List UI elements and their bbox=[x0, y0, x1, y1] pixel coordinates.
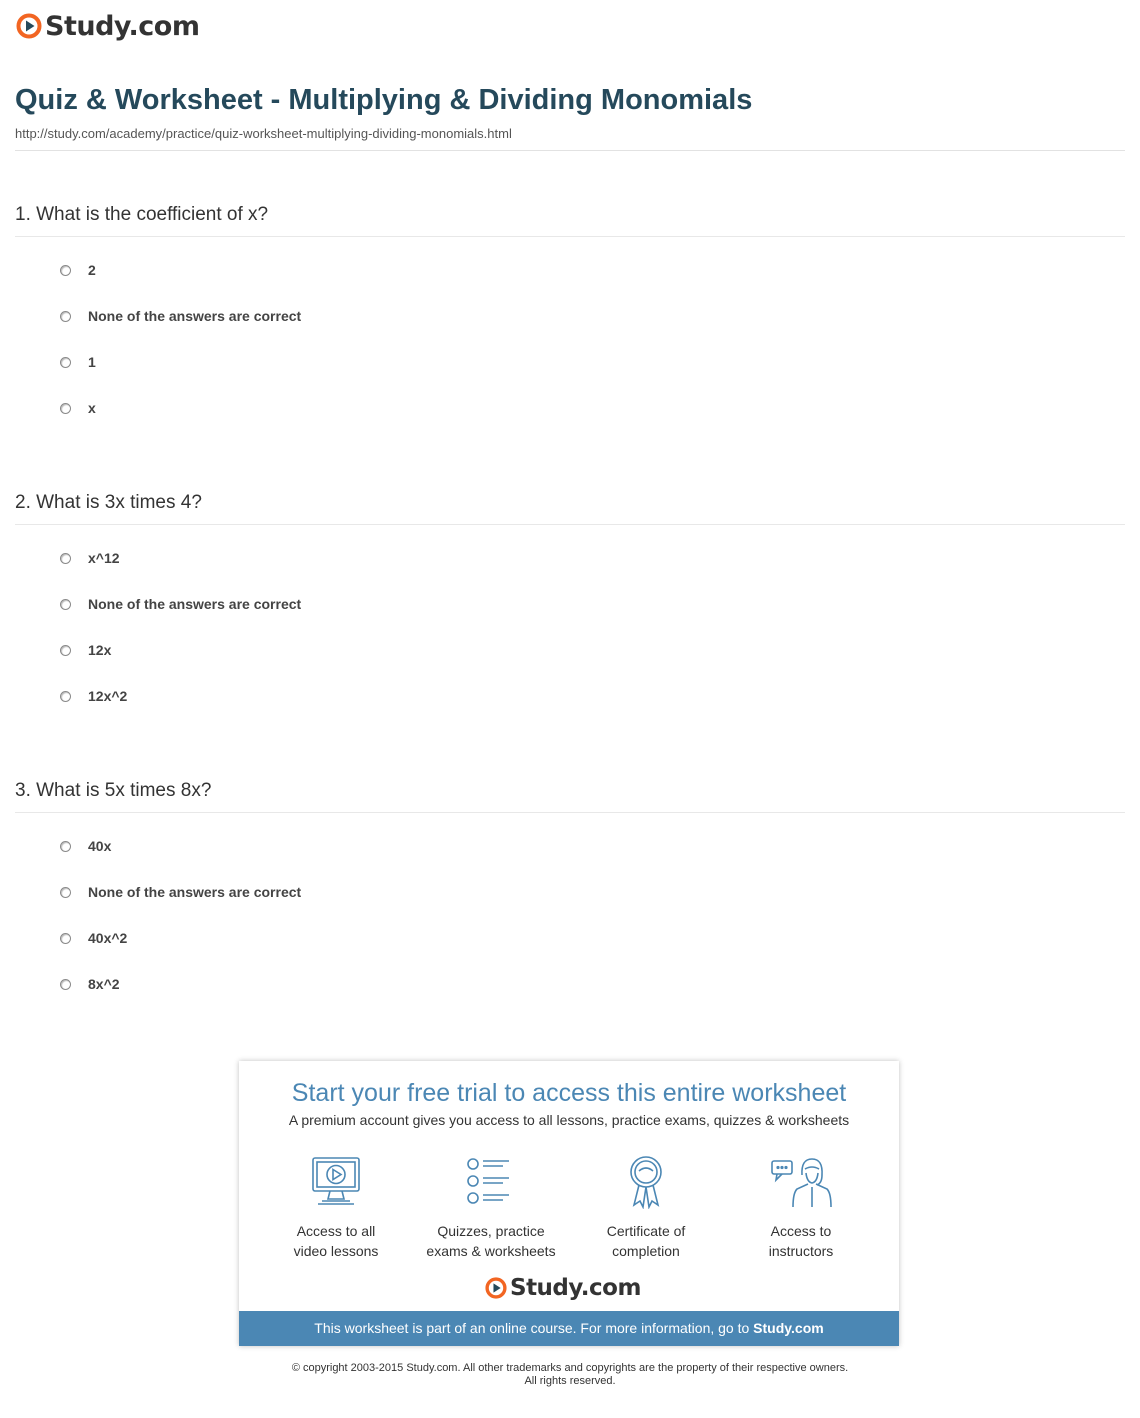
answer-label: 2 bbox=[88, 262, 96, 278]
promo-subtext: A premium account gives you access to all lessons, practice exams, quizzes & worksheets bbox=[288, 1112, 850, 1128]
promo-logo[interactable] bbox=[485, 1274, 641, 1302]
promo-bar-text: This worksheet is part of an online course. For more information, go to bbox=[314, 1320, 754, 1336]
question-text: 1. What is the coefficient of x? bbox=[15, 204, 269, 225]
question-3 bbox=[15, 778, 1125, 992]
video-lesson-icon bbox=[304, 1155, 368, 1209]
promo-bar-link[interactable]: Study.com bbox=[753, 1320, 824, 1336]
promo-info-bar bbox=[239, 1311, 899, 1346]
feature-label-line2: video lessons bbox=[293, 1243, 379, 1259]
radio-button[interactable] bbox=[60, 887, 71, 898]
answer-option[interactable] bbox=[60, 398, 96, 418]
header-divider bbox=[15, 150, 1125, 151]
feature-video-lessons bbox=[261, 1155, 411, 1261]
answer-option[interactable] bbox=[60, 928, 127, 948]
answer-option[interactable] bbox=[60, 594, 301, 614]
feature-label-line2: instructors bbox=[768, 1243, 834, 1259]
radio-button[interactable] bbox=[60, 841, 71, 852]
certificate-ribbon-icon bbox=[614, 1155, 678, 1209]
feature-label-line1: Certificate of bbox=[606, 1223, 686, 1239]
radio-button[interactable] bbox=[60, 311, 71, 322]
feature-instructors bbox=[726, 1155, 876, 1261]
radio-button[interactable] bbox=[60, 265, 71, 276]
radio-button[interactable] bbox=[60, 553, 71, 564]
answer-option[interactable] bbox=[60, 352, 96, 372]
radio-button[interactable] bbox=[60, 979, 71, 990]
feature-certificate bbox=[571, 1155, 721, 1261]
feature-label-line1: Quizzes, practice bbox=[437, 1223, 545, 1239]
answer-label: 12x bbox=[88, 642, 112, 658]
answer-label: None of the answers are correct bbox=[88, 884, 302, 900]
question-divider bbox=[15, 812, 1125, 813]
free-trial-promo bbox=[239, 1061, 899, 1346]
feature-label-line2: exams & worksheets bbox=[426, 1243, 556, 1259]
question-1 bbox=[15, 202, 1125, 416]
answer-option[interactable] bbox=[60, 548, 120, 568]
feature-quizzes bbox=[416, 1155, 566, 1261]
answer-option[interactable] bbox=[60, 686, 127, 706]
feature-label-line2: completion bbox=[612, 1243, 680, 1259]
answer-label: None of the answers are correct bbox=[88, 308, 302, 324]
radio-button[interactable] bbox=[60, 403, 71, 414]
answer-label: 8x^2 bbox=[88, 976, 120, 992]
logo-text: Study.com bbox=[45, 10, 200, 42]
answer-option[interactable] bbox=[60, 974, 120, 994]
play-circle-logo-icon bbox=[16, 13, 42, 39]
answer-label: 40x^2 bbox=[88, 930, 128, 946]
answer-option[interactable] bbox=[60, 306, 301, 326]
play-circle-logo-icon bbox=[485, 1277, 507, 1299]
answer-option[interactable] bbox=[60, 640, 111, 660]
radio-button[interactable] bbox=[60, 933, 71, 944]
feature-label-line1: Access to all bbox=[296, 1223, 376, 1239]
answer-label: None of the answers are correct bbox=[88, 596, 302, 612]
radio-button[interactable] bbox=[60, 691, 71, 702]
promo-logo-text: Study.com bbox=[510, 1275, 641, 1301]
answer-option[interactable] bbox=[60, 836, 111, 856]
question-text: 3. What is 5x times 8x? bbox=[15, 780, 212, 801]
instructor-icon bbox=[769, 1155, 833, 1209]
question-2 bbox=[15, 490, 1125, 704]
answer-label: x^12 bbox=[88, 550, 120, 566]
answer-label: 40x bbox=[88, 838, 112, 854]
page-url: http://study.com/academy/practice/quiz-worksheet-multiplying-dividing-monomials.html bbox=[15, 126, 512, 141]
copyright-line: © copyright 2003-2015 Study.com. All other trademarks and copyrights are the property of their respective owners. bbox=[291, 1362, 849, 1374]
question-divider bbox=[15, 236, 1125, 237]
page-title: Quiz & Worksheet - Multiplying & Dividing Monomials bbox=[15, 84, 753, 116]
site-logo[interactable] bbox=[16, 10, 199, 42]
answer-option[interactable] bbox=[60, 882, 301, 902]
answer-label: x bbox=[88, 400, 96, 416]
answer-label: 1 bbox=[88, 354, 96, 370]
question-text: 2. What is 3x times 4? bbox=[15, 492, 202, 513]
radio-button[interactable] bbox=[60, 599, 71, 610]
checklist-icon bbox=[459, 1155, 523, 1209]
radio-button[interactable] bbox=[60, 357, 71, 368]
feature-label-line1: Access to bbox=[770, 1223, 832, 1239]
copyright-footer bbox=[0, 1362, 1140, 1388]
question-divider bbox=[15, 524, 1125, 525]
promo-headline[interactable]: Start your free trial to access this entire worksheet bbox=[291, 1079, 847, 1107]
rights-line: All rights reserved. bbox=[524, 1375, 616, 1387]
answer-option[interactable] bbox=[60, 260, 96, 280]
answer-label: 12x^2 bbox=[88, 688, 128, 704]
radio-button[interactable] bbox=[60, 645, 71, 656]
